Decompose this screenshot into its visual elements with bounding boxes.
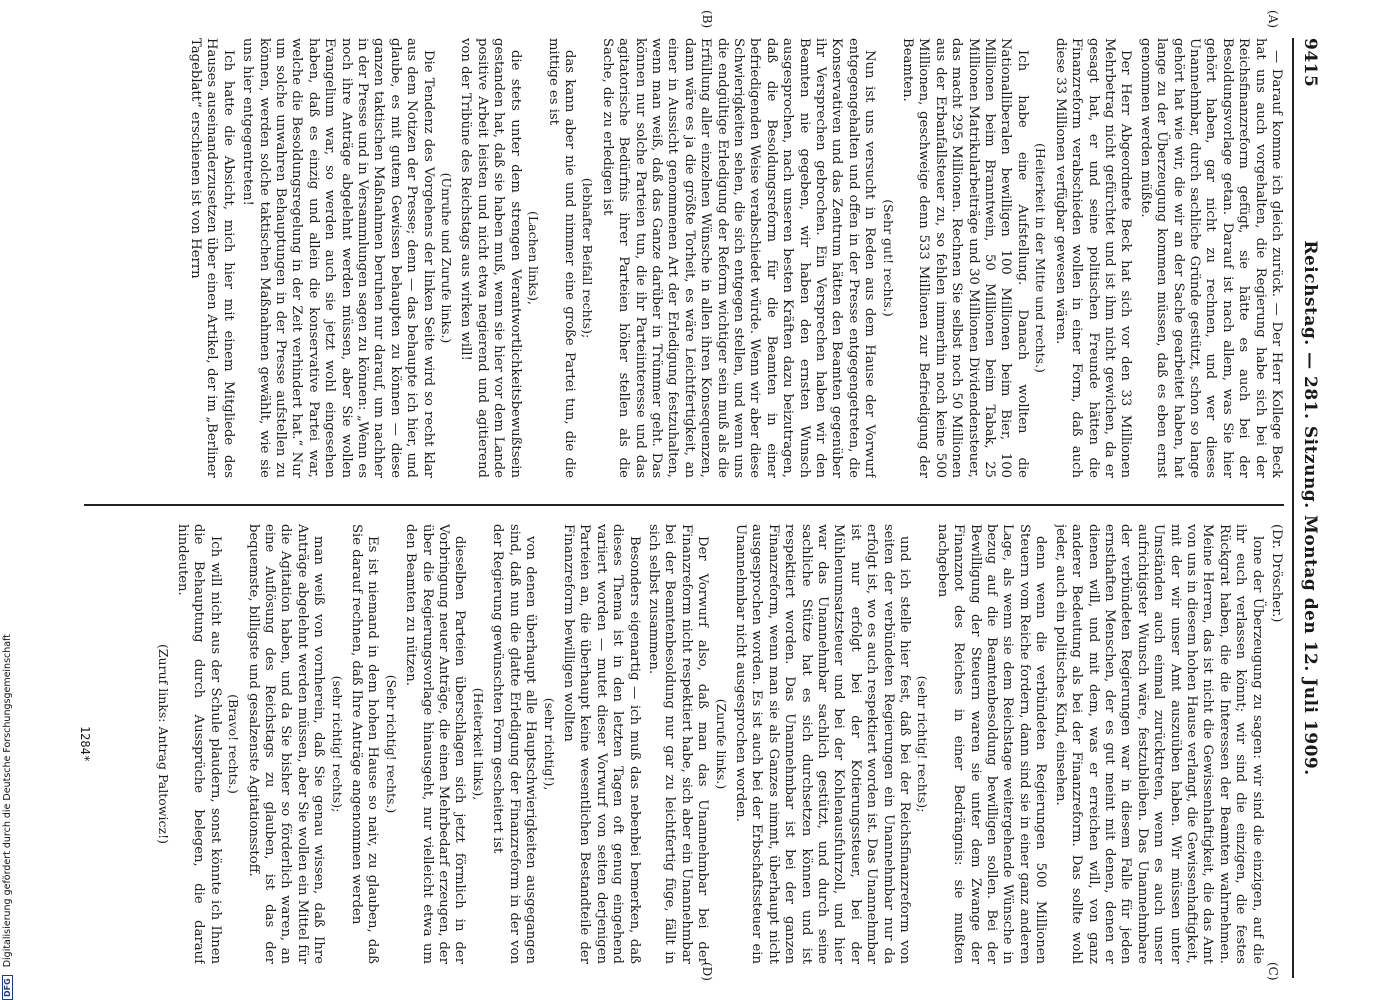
- paragraph: Ich will nicht aus der Schule plaudern, sonst könnte ich Ihnen die Behauptung durch Aussprüche belegen, die darauf hindeuten.: [175, 524, 223, 964]
- running-title: Reichstag. — 281. Sitzung. Montag den 12. Juli 1909.: [1300, 240, 1320, 776]
- interjection: (Heiterkeit links),: [470, 687, 486, 801]
- text-column-right: [84, 524, 1284, 964]
- text-column-left: [84, 38, 1284, 478]
- paragraph: die stets unter dem strengen Verantwortlichkeitsbewußtsein gestanden hat, daß sie haben muß, wenn sie hier vor dem Lande positive Arbeit leisten und nicht etwa negierend und agitierend von der Tribüne des Reichstags aus wirken will!: [458, 38, 523, 478]
- margin-marker-d: (D): [700, 962, 714, 981]
- margin-marker-b: (B): [700, 10, 714, 29]
- interjection: (Heiterkeit in der Mitte und rechts.): [1033, 143, 1049, 373]
- newspaper-page: [70, 10, 1320, 981]
- paragraph: das kann aber nie und nimmer eine große Partei tun, die die mittige es ist: [545, 38, 577, 478]
- paragraph: Der Vorwurf also, daß man das Unannehmbar bei der Finanzreform nicht respektiert habe, sich aber ein Unannehmbar bei der Beamtenbesoldung nur gar zu leichtfertig füge, fällt in sich selbst zusammen.: [645, 524, 711, 964]
- paragraph: — Darauf komme ich gleich zurück. — Der Herr Kollege Beck hat uns auch vorgehalten, die Regierung habe sich bei der Reichsfinanzreform gefügt, sie hätte es auch bei der Besoldungsvorlage getan. Darauf ist nach allem, was Sie hier gehört haben, gar nicht zu rechnen, und wer dieses Unannehmbar, durch sachliche Gründe gestützt, schon so lange gehört hat wie wir, die wir an der Sache gearbeitet haben, hat lange zu der Überzeugung kommen müssen, daß es eben ernst genommen werden müßte.: [1137, 38, 1284, 478]
- paragraph: Die Tendenz des Vorgehens der linken Seite wird so recht klar aus dem Notizen der Presse; denn — das behaupte ich hier, und glaube, es mit gutem Gewissen behaupten zu können — diese ganzen taktischen Maßnahmen beruhen nur darauf, um nachher in der Presse und in Versammlungen sagen zu können: „Wenn es noch ihre Anträge abgelehnt werden müssen, aber Sie wollen Evangelium war, so werden auch sie jetzt wohl eingesehen haben, daß es einzig und allein die konservative Partei war, welche die Besoldungsregelung in der Zeit verhindert hat.“ Nur um solche unwahren Behauptungen in der Presse aufstellen zu können, werden solche taktischen Maßnahmen gewählt, wie sie uns hier entgegentreten!: [240, 38, 436, 478]
- page-number: 9415: [1300, 38, 1320, 88]
- paragraph: Besonders eigenartig — ich muß das nebenbei bemerken, daß dieses Thema ist in den letzten Tagen oft genug eingehend variiert worden — mutet dieser Vorwurf von seiten derjenigen Parteien an, die überhaupt keine wesentlichen Bestandteile der Finanzreform bewilligen wollten: [560, 524, 642, 964]
- speaker-name: (Dr. Dröscher.): [1269, 524, 1284, 623]
- interjection: (Zuruf links: Antrag Paltowicz!): [155, 644, 171, 844]
- interjection: (sehr richtig!),: [541, 697, 557, 791]
- paragraph: von denen überhaupt alle Hauptschwierigkeiten ausgegangen sind, daß nun die glatte Erledigung der Finanzreform in der von der Regierung gewünschten Form gescheitert ist: [490, 524, 539, 964]
- margin-marker-a: (A): [1266, 10, 1280, 29]
- interjection: (Zurufe links.): [713, 698, 729, 790]
- paragraph: lone der Überzeugung zu sagen: wir sind die einzigen, auf die ihr euch verlassen könnt; wir sind die einzigen, die festes Rückgrat haben, die die Interessen der Beamten wahrnehmen. Meine Herren, das ist nicht die Gewissenhaftigkeit, die das Amt von uns in diesem hohen Hause verlangt, die Gewissenhaftigkeit, mit der wir unser Amt auszuüben haben. Wir müssen unter Umständen auch einmal zurücktreten, wenn es auch unser aufrichtigster Wunsch wäre, festzubleiben. Das Unannehmbare der verbündeten Regierungen war in diesem Falle für jeden ernsthaften Menschen, der es gut meint mit denen, denen er dienen will, und mit dem, was er erreichen will, von ganz anderer Bedeutung als bei der Finanzreform. Das sollte wohl jeder, auch ein politisches Kind, einsehen.: [1052, 524, 1265, 964]
- page-footer: 1284*: [78, 725, 92, 763]
- paragraph: denn wenn die verbündeten Regierungen 500 Millionen Steuern vom Reiche fordern, dann sind sie in einer ganz anderen Lage, als wenn sie dem Reichstage weitergehende Wünsche in bezug auf die Beamtenbesoldung bewilligen sollen. Bei der Bewilligung der Steuern waren sie unter dem Zwange der Finanznot des Reiches in einer Bedrängnis: sie mußten nachgeben: [934, 524, 1049, 964]
- interjection: (Unruhe und Zurufe links.): [439, 172, 455, 344]
- interjection: (Bravo! rechts.): [226, 694, 242, 794]
- paragraph: dieselben Parteien überschlagen sich jetzt förmlich in der Vorbringung neuer Anträge, die einen Mehrbedarf erzeugen, der über die Regierungsvorlage hinausgeht, nur vielleicht etwa um den Beamten zu nützen.: [403, 524, 468, 964]
- margin-marker-c: (C): [1266, 962, 1280, 981]
- paragraph: Der Herr Abgeordnete Beck hat sich vor den 33 Millionen Mehrbetrag nicht gefürchtet und ist ihm nicht gewichen, da er gesagt hat, er und seine politischen Freunde hätten die Finanzreform verabschieden wollen in einer Form, daß auch diese 33 Millionen verfügbar gewesen wären.: [1052, 38, 1134, 478]
- interjection: (sehr richtig! rechts);: [329, 675, 345, 813]
- paragraph: Ich hatte die Absicht, mich hier mit einem Mitgliede des Hauses auseinanderzusetzen über einen Artikel, der im „Berliner Tageblatt“ erschienen ist von Herrn: [188, 38, 236, 478]
- paragraph: und ich stelle hier fest, daß bei der Reichsfinanzreform von seiten der verbündeten Regierungen ein Unannehmbar nur da erfolgt ist, wo es auch respektiert worden ist. Das Unannehmbar ist nur erfolgt bei der Kotierungssteuer, bei der Mühlenumsatzsteuer und bei der Kohlenausfuhrzoll, und hier war das Unannehmbar sachlich gestützt, und durch seine sachliche Stütze hat es sich durchsetzen können und ist respektiert worden. Das Unannehmbar ist bei der ganzen Finanzreform, wenn man sie als Ganzes nimmt, überhaupt nicht ausgesprochen worden. Es ist auch bei der Erbschaftssteuer ein Unannehmbar nicht ausgesprochen worden.: [733, 524, 913, 964]
- header-rule: [1292, 38, 1294, 978]
- digitization-credit-text: Digitalisierung gefördert durch die Deutsche Forschungsgemeinschaft: [2, 633, 13, 968]
- dfg-logo: DFG: [2, 975, 13, 1000]
- digitization-credit: [2, 15, 16, 1000]
- column-divider: [84, 504, 1284, 506]
- interjection: (sehr richtig! rechts);: [915, 675, 931, 813]
- paragraph: man weiß von vornherein, daß Sie genau wissen, daß Ihre Anträge abgelehnt werden müssen, aber Sie wollen ein Mittel für die Agitation haben, und da Sie bisher so förderlich waren, an eine Auflösung des Reichstags zu glauben, ist das der bequemste, billigste und gesalzenste Agitationsstoff.: [245, 524, 327, 964]
- interjection: (lebhafter Beifall rechts);: [580, 177, 596, 339]
- interjection: (Lachen links),: [526, 211, 542, 305]
- paragraph: Es ist niemand in dem hohen Hause so naiv, zu glauben, daß Sie darauf rechnen, daß Ihre Anträge angenommen werden: [349, 524, 381, 964]
- paragraph: Nun ist uns versucht in Reden aus dem Hause der Vorwurf entgegengehalten und offen in der Presse entgegengetreten, die Konservativen und das Zentrum hätten den Beamten gegenüber ihr Versprechen gebrochen. Ein Versprechen haben wir den Beamten nie gegeben, wir haben den ernsten Wunsch ausgesprochen, nach unseren besten Kräften dazu beizutragen, daß die Besoldungsreform für die Beamten in einer befriedigenden Weise verabschiedet würde. Wenn wir aber diese Schwierigkeiten sehen, die sich entgegen stellen, und wenn uns die endgültige Erledigung der Reform wichtiger sein muß als die Erfüllung aller einzelnen Wünsche in allen ihren Konsequenzen, dann wäre es ja die größte Torheit, es wäre Leichtfertigkeit, an einer in Aussicht genommenen Art der Erledigung festzuhalten, wenn man weiß, daß das Ganze darüber in Trümmer geht. Das können nur solche Parteien tun, die ihr Parteiinteresse und das agitatorische Bedürfnis ihrer Parteien höher stellen als die Sache, die zu erledigen ist: [599, 38, 878, 478]
- page-header: [1298, 38, 1320, 978]
- interjection: (Sehr gut! rechts.): [880, 199, 896, 317]
- paragraph: Ich habe eine Aufstellung. Danach wollten die Nationalliberalen bewilligen 100 Millionen beim Bier, 100 Millionen beim Branntwein, 50 Millionen beim Tabak, 25 Millionen Matrikularbeiträge und 30 Millionen Dividendensteuer, das macht 295 Millionen. Rechnen Sie selbst noch 50 Millionen aus der Erbanfallsteuer zu, so fehlen immerhin noch keine 500 Millionen, geschweige denn 533 Millionen zur Befriedigung der Beamten.: [900, 38, 1030, 478]
- interjection: (Sehr richtig! rechts.): [383, 674, 399, 814]
